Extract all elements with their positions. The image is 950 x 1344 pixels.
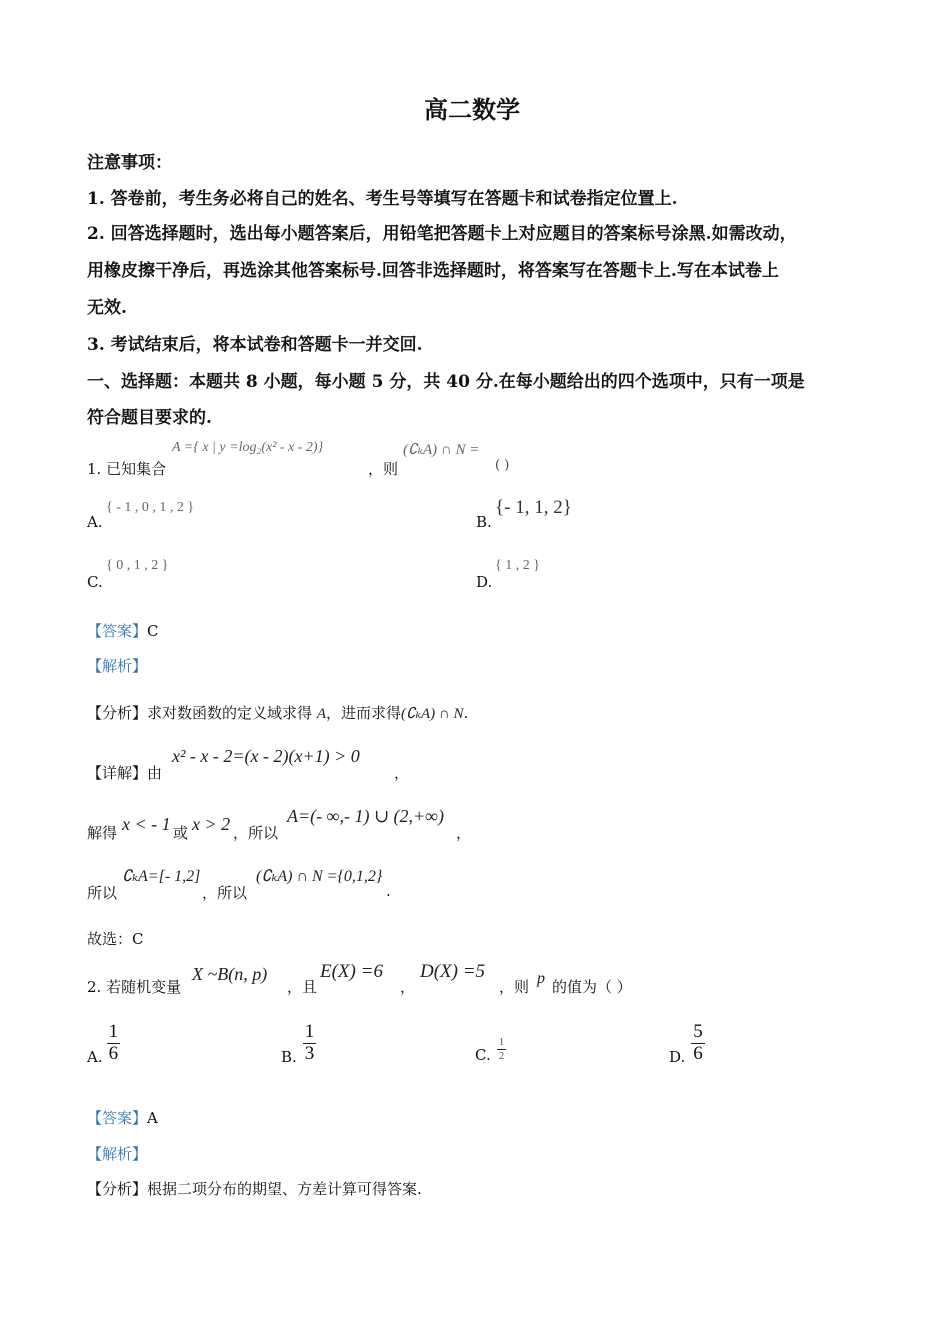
q1-option-a-value: { - 1 , 0 , 1 , 2 } (106, 500, 195, 515)
q1-solve-text-2: ，所以 (233, 824, 279, 842)
section-header-line-1: 一、选择题：本题共 8 小题，每小题 5 分，共 40 分.在每小题给出的四个选项中，只有一项是 (87, 372, 805, 392)
q2-answer-line (87, 1107, 158, 1128)
q1-fenxi-set-a: A (316, 706, 326, 722)
q2-fenxi-text: 根据二项分布的期望、方差计算可得答案. (147, 1180, 422, 1198)
q1-option-d-label: D. (476, 573, 493, 591)
q1-option-b-value: {- 1, 1, 2} (495, 497, 572, 518)
q1-detail-tag: 【详解】 (87, 764, 148, 782)
q2-option-c-label: C. (475, 1046, 491, 1064)
q1-set-expression: A ={ x | y =log₂(x² - x - 2)} (172, 440, 324, 455)
q2-option-d-denominator: 6 (693, 1042, 703, 1064)
notes-item-2-line-2: 用橡皮擦干净后，再选涂其他答案标号.回答非选择题时，将答案写在答题卡上.写在本试卷上 (87, 261, 779, 281)
q1-answer-tag: 【答案】 (87, 622, 148, 640)
q2-option-c-numerator: 1 (498, 1036, 505, 1049)
q1-analysis-tag: 【解析】 (87, 657, 148, 675)
q2-analysis-tag: 【解析】 (87, 1145, 148, 1163)
q2-option-c-fraction (497, 1036, 507, 1061)
q1-prefix: 1. 已知集合 (87, 460, 167, 478)
q1-solve-expression-1: x < - 1 (122, 814, 171, 834)
notes-item-2-line-3: 无效. (87, 298, 127, 318)
q1-detail-end: ， (394, 764, 410, 782)
q2-option-a-numerator: 1 (108, 1020, 119, 1042)
q1-option-d-value: { 1 , 2 } (495, 558, 540, 573)
q2-fenxi-tag: 【分析】 (87, 1180, 148, 1198)
q2-answer-value: A (147, 1109, 158, 1127)
section-header-line-2: 符合题目要求的. (87, 408, 212, 428)
q1-solve-expression-3: A=(- ∞,- 1) ∪ (2,+∞) (287, 806, 444, 826)
q2-expression-2: E(X) =6 (320, 961, 383, 982)
q1-detail-prefix (87, 762, 162, 783)
q2-option-a (87, 1020, 120, 1066)
q1-so-text-2: ，所以 (202, 884, 248, 902)
q1-solve-end: ， (456, 824, 472, 842)
q2-option-b-label: B. (281, 1048, 297, 1066)
q2-separator: ， (400, 978, 416, 996)
q1-so-end: . (386, 882, 391, 900)
q1-option-c-label: C. (87, 573, 103, 591)
q2-fenxi-line (87, 1178, 422, 1199)
q1-option-c-value: { 0 , 1 , 2 } (106, 558, 169, 573)
q1-answer-value: C (147, 622, 159, 640)
q2-option-d (669, 1020, 705, 1066)
q2-expression-1: X ~B(n, p) (192, 964, 268, 984)
q1-mid-text: ，则 (368, 460, 399, 478)
q2-expression-4: p (537, 970, 545, 987)
q1-fenxi-tag: 【分析】 (87, 704, 148, 722)
notes-item-3: 3. 考试结束后，将本试卷和答题卡一并交回. (87, 335, 423, 355)
q2-option-b-fraction (303, 1022, 317, 1065)
q2-option-b (281, 1020, 316, 1066)
q1-target-expression: (∁ₖA) ∩ N = (403, 442, 480, 458)
q1-choose: 故选：C (87, 930, 144, 948)
q1-solve-or: 或 (173, 824, 189, 842)
q1-option-a-label: A. (87, 513, 103, 531)
page-title: 高二数学 (424, 95, 520, 124)
q2-text-3: ，则 (499, 978, 530, 996)
q2-option-a-denominator: 6 (108, 1042, 119, 1064)
q2-answer-tag: 【答案】 (87, 1109, 148, 1127)
q1-fenxi-text-2: ，进而求得 (325, 704, 401, 722)
notes-item-1: 1. 答卷前，考生务必将自己的姓名、考生号等填写在答题卡和试卷指定位置上. (87, 189, 678, 209)
q2-expression-3: D(X) =5 (420, 961, 486, 982)
q2-option-d-label: D. (669, 1048, 686, 1066)
q1-so-expression-2: (∁ₖA) ∩ N ={0,1,2} (256, 868, 383, 885)
notes-item-2-line-1: 2. 回答选择题时，选出每小题答案后，用铅笔把答题卡上对应题目的答案标号涂黑.如需改动， (87, 224, 797, 244)
q2-option-c-denominator: 2 (498, 1049, 505, 1062)
q2-option-a-label: A. (87, 1048, 103, 1066)
q2-option-a-fraction (107, 1022, 121, 1065)
q2-option-c (475, 1034, 506, 1064)
notes-heading: 注意事项： (87, 153, 172, 173)
q2-prefix: 2. 若随机变量 (87, 978, 182, 996)
q1-fenxi-end: . (463, 704, 469, 722)
q1-so-expression-1: ∁ₖA=[- 1,2] (122, 868, 201, 885)
q2-text-2: ，且 (287, 978, 318, 996)
q1-solve-text: 解得 (87, 824, 118, 842)
q1-fenxi-line (87, 702, 468, 723)
q1-option-b-label: B. (476, 513, 492, 531)
q1-detail-text: 由 (147, 764, 163, 782)
q1-answer-blank: ( ) (495, 458, 510, 473)
q2-option-b-denominator: 3 (304, 1042, 315, 1064)
q2-text-4: 的值为（ ） (552, 978, 632, 996)
q1-answer-line (87, 620, 159, 641)
q1-fenxi-text-1: 求对数函数的定义域求得 (147, 704, 313, 722)
q2-option-d-numerator: 5 (693, 1020, 703, 1042)
q2-option-b-numerator: 1 (304, 1020, 315, 1042)
q1-so-text: 所以 (87, 884, 118, 902)
q2-option-d-fraction (691, 1022, 705, 1065)
q1-detail-expression: x² - x - 2=(x - 2)(x+1) > 0 (172, 746, 360, 766)
q1-fenxi-expression: (∁ₖA) ∩ N (401, 706, 464, 722)
q1-solve-expression-2: x > 2 (192, 814, 231, 834)
